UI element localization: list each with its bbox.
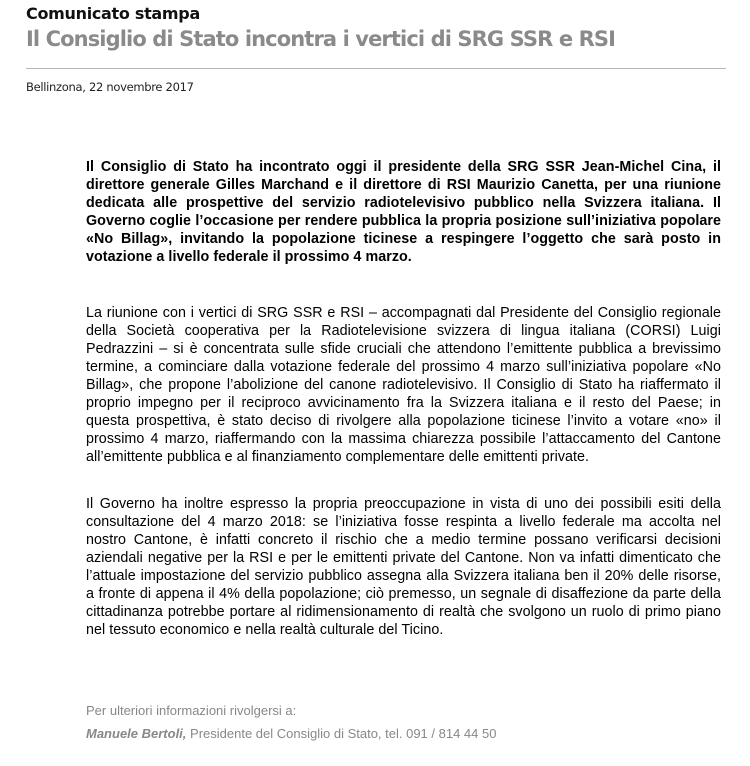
body-paragraph-1: La riunione con i vertici di SRG SSR e RSI – accompagnati dal Presidente del Consiglio regionale della Società cooperativa per la Radiotelevisione svizzera di lingua italiana (CORSI) Luigi Pedrazzini – si è concentrata sulle sfide cruciali che attendono l’emittente pubblica a brevissimo termine, a cominciare dalla votazione federale del prossimo 4 marzo sull’iniziativa popolare «No Billag», che propone l’abolizione del canone radiotelevisivo. Il Consiglio di Stato ha riaffermato il proprio impegno per il reciproco avvicinamento fra la Svizzera italiana e il resto del Paese; in questa prospettiva, è stato deciso di rivolgere alla popolazione ticinese l’invito a votare «no» il prossimo 4 marzo, riaffermando con la massima chiarezza possibile l’attaccamento del Cantone all’emittente pubblica e al finanziamento complementare delle emittenti private. (86, 305, 721, 465)
contact-label: Per ulteriori informazioni rivolgersi a: (86, 703, 297, 718)
header-divider (26, 68, 726, 69)
document-headline: Il Consiglio di Stato incontra i vertici di SRG SSR e RSI (26, 27, 616, 51)
dateline: Bellinzona, 22 novembre 2017 (26, 80, 194, 94)
contact-details: Presidente del Consiglio di Stato, tel. 091 / 814 44 50 (186, 726, 497, 741)
contact-name: Manuele Bertoli, (86, 726, 187, 741)
document-kicker: Comunicato stampa (26, 4, 200, 23)
contact-line (86, 726, 496, 741)
lead-paragraph: Il Consiglio di Stato ha incontrato oggi il presidente della SRG SSR Jean-Michel Cina, il direttore generale Gilles Marchand e il direttore di RSI Maurizio Canetta, per una riunione dedicata alle prospettive del servizio radiotelevisivo pubblico nella Svizzera italiana. Il Governo coglie l’occasione per rendere pubblica la propria posizione sull’iniziativa popolare «No Billag», invitando la popolazione ticinese a respingere l’oggetto che sarà posto in votazione a livello federale il prossimo 4 marzo. (86, 159, 721, 265)
body-paragraph-2: Il Governo ha inoltre espresso la propria preoccupazione in vista di uno dei possibili esiti della consultazione del 4 marzo 2018: se l’iniziativa fosse respinta a livello federale ma accolta nel nostro Cantone, è infatti concreto il rischio che a medio termine possano verificarsi decisioni aziendali negative per la RSI e per le emittenti private del Cantone. Non va infatti dimenticato che l’attuale impostazione del servizio pubblico assegna alla Svizzera italiana ben il 20% delle risorse, a fronte di appena il 4% della popolazione; ciò premesso, un segnale di disaffezione da parte della cittadinanza potrebbe portare al ridimensionamento di realtà che svolgono un ruolo di primo piano nel tessuto economico e nella realtà culturale del Ticino. (86, 496, 721, 638)
